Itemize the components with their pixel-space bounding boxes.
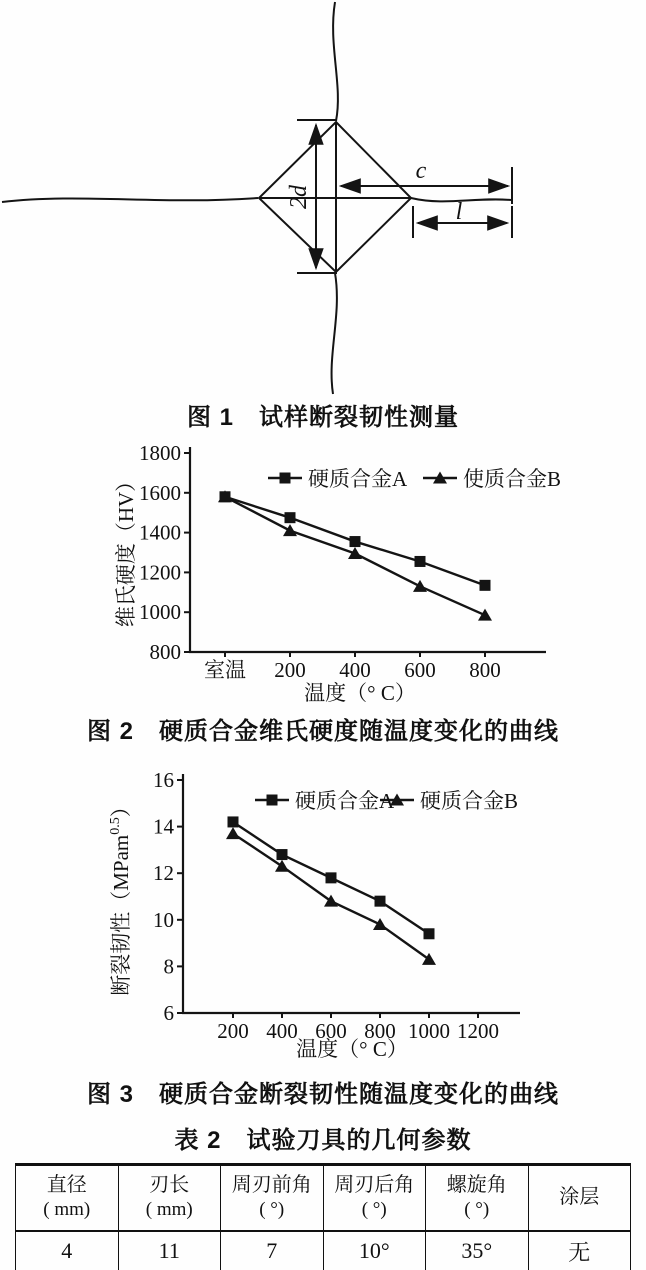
dim-label-c: c (415, 158, 427, 184)
figure2-caption: 图 2 硬质合金维氏硬度随温度变化的曲线 (86, 718, 559, 745)
series-marker-硬质合金A (220, 491, 231, 502)
x-tick-label: 600 (315, 1019, 347, 1043)
x-tick-label: 800 (364, 1019, 396, 1043)
x-axis-title: 温度（° C） (304, 681, 416, 705)
y-tick-label: 6 (163, 1001, 174, 1025)
table2-cell: 11 (118, 1231, 221, 1270)
legend-label: 硬质合金A (295, 789, 395, 813)
table2-header-cell: 刃长 ( mm) (118, 1165, 221, 1231)
crack-top (333, 2, 338, 121)
series-marker-使质合金B (283, 524, 297, 536)
y-tick-label: 1600 (139, 480, 181, 505)
legend-marker-square (280, 473, 291, 484)
series-marker-硬质合金A (228, 816, 239, 827)
table2-header-cell: 直径 ( mm) (16, 1165, 119, 1231)
y-tick-label: 1800 (139, 441, 181, 465)
y-tick-label: 16 (153, 768, 174, 792)
series-marker-硬质合金A (277, 849, 288, 860)
series-marker-硬质合金A (424, 928, 435, 939)
figure2-hardness-chart (0, 437, 646, 711)
y-axis-title: 断裂韧性（MPam$^{0.5}$） (108, 796, 133, 996)
y-tick-label: 10 (153, 907, 174, 932)
figure3-toughness-chart (0, 758, 646, 1070)
y-tick-label: 8 (163, 954, 174, 979)
crack-left (2, 198, 258, 202)
table2-header (16, 1165, 631, 1231)
table2-cell: 35° (426, 1231, 529, 1270)
legend-label: 硬质合金A (308, 467, 408, 491)
y-tick-label: 1400 (139, 520, 181, 545)
x-tick-label: 200 (274, 658, 306, 682)
table2-row (16, 1231, 631, 1270)
table2-tool-geometry (15, 1163, 631, 1270)
y-axis-title: 维氏硬度（HV） (114, 470, 138, 628)
table2-header-cell: 周刃前角 ( °) (221, 1165, 324, 1231)
table2-cell: 7 (221, 1231, 324, 1270)
x-tick-label: 1200 (457, 1019, 499, 1043)
series-marker-硬质合金A (326, 872, 337, 883)
table2-cell: 无 (528, 1231, 631, 1270)
x-tick-label: 200 (217, 1019, 249, 1043)
x-tick-label: 1000 (408, 1019, 450, 1043)
series-marker-使质合金B (478, 609, 492, 621)
x-axis-title: 温度（° C） (296, 1037, 408, 1061)
x-tick-label: 400 (339, 658, 371, 682)
crack-bottom (332, 273, 337, 394)
series-marker-硬质合金B (373, 918, 387, 930)
series-marker-硬质合金B (226, 827, 240, 839)
table2-body (16, 1231, 631, 1270)
series-marker-硬质合金A (285, 512, 296, 523)
legend-label: 硬质合金B (420, 789, 519, 813)
dim-label-2d: 2d (286, 185, 312, 209)
figure3-caption: 图 3 硬质合金断裂韧性随温度变化的曲线 (86, 1081, 559, 1108)
y-tick-label: 1200 (139, 560, 181, 585)
y-tick-label: 14 (153, 814, 174, 839)
series-marker-硬质合金A (415, 556, 426, 567)
table2-header-cell: 涂层 (528, 1165, 631, 1231)
figure1-caption: 图 1 试样断裂韧性测量 (186, 404, 459, 431)
table2-title: 表 2 试验刀具的几何参数 (174, 1127, 472, 1154)
x-tick-label: 800 (469, 658, 501, 682)
table2-cell: 4 (16, 1231, 119, 1270)
table2-header-cell: 周刃后角 ( °) (323, 1165, 426, 1231)
x-tick-label: 600 (404, 658, 436, 682)
dim-label-l: l (455, 199, 463, 225)
table2-header-cell: 螺旋角 ( °) (426, 1165, 529, 1231)
series-marker-硬质合金A (375, 896, 386, 907)
legend-label: 使质合金B (463, 467, 562, 491)
series-marker-硬质合金A (480, 580, 491, 591)
x-tick-label: 室温 (204, 658, 246, 682)
y-tick-label: 800 (149, 640, 181, 664)
series-marker-硬质合金A (350, 536, 361, 547)
series-marker-使质合金B (413, 580, 427, 592)
x-tick-label: 400 (266, 1019, 298, 1043)
y-tick-label: 12 (153, 861, 174, 886)
figure1-indentation-diagram (0, 0, 646, 396)
table2-cell: 10° (323, 1231, 426, 1270)
y-tick-label: 1000 (139, 600, 181, 625)
legend-marker-square (267, 795, 278, 806)
